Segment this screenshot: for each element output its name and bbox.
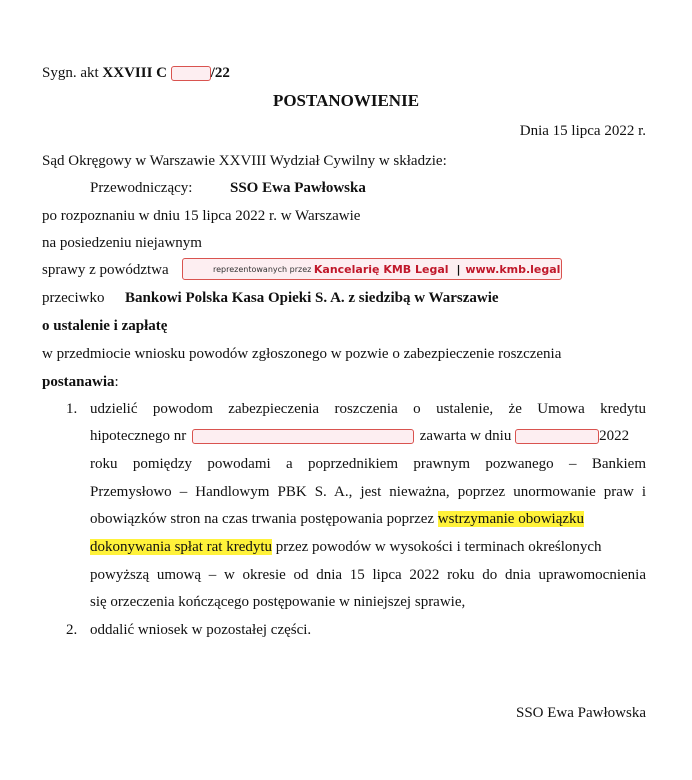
session-line: na posiedzeniu niejawnym [42, 235, 202, 251]
redacted-contract-date [515, 429, 599, 444]
case-prefix: Sygn. akt [42, 65, 103, 81]
case-signature [42, 63, 230, 83]
against-label: przeciwko [42, 290, 105, 306]
highlighted-text-2: dokonywania spłat rat kredytu [90, 539, 273, 555]
law-firm-banner [182, 258, 562, 280]
banner-firm-name: Kancelarię KMB Legal [313, 263, 449, 276]
chair-label: Przewodniczący: [90, 180, 193, 196]
item-1-line-6 [90, 537, 602, 557]
decides-line [42, 372, 119, 392]
defendant-name: Bankowi Polska Kasa Opieki S. A. z siedzibą w Warszawie [125, 290, 499, 306]
document-title: POSTANOWIENIE [272, 91, 420, 110]
chair-name: SSO Ewa Pawłowska [230, 180, 366, 196]
hearing-line: po rozpoznaniu w dniu 15 lipca 2022 r. w Warszawie [42, 208, 361, 224]
item-1-line-2-c: 2022 [599, 428, 630, 444]
document-date: Dnia 15 lipca 2022 r. [519, 123, 646, 139]
item-1-line-5 [90, 509, 584, 529]
banner-small-text: reprezentowanych przez [213, 265, 314, 274]
highlighted-text-1: wstrzymanie obowiązku [437, 511, 585, 527]
item-1-line-2 [90, 426, 629, 446]
redacted-contract-number [192, 429, 414, 444]
decides-colon: : [114, 374, 119, 390]
redacted-case-number [171, 66, 211, 81]
item-2-number: 2. [66, 622, 78, 638]
case-suffix: /22 [210, 65, 230, 81]
court-line: Sąd Okręgowy w Warszawie XXVIII Wydział Cywilny w składzie: [42, 153, 447, 169]
claim-prefix: sprawy z powództwa [42, 262, 169, 278]
banner-url: www.kmb.legal [465, 263, 561, 276]
motion-line: w przedmiocie wniosku powodów zgłoszonego w pozwie o zabezpieczenie roszczenia [42, 346, 562, 362]
decides-word: postanawia [42, 374, 115, 390]
item-1-line-2-b: zawarta w dniu [419, 428, 512, 444]
item-1-line-1: udzielić powodom zabezpieczenia roszczenia o ustalenie, że Umowa kredytu [90, 401, 646, 417]
item-1-line-3: roku pomiędzy powodami a poprzednikiem prawnym pozwanego – Bankiem [90, 456, 646, 472]
banner-separator: | [456, 263, 461, 276]
item-1-line-4: Przemysłowo – Handlowym PBK S. A., jest nieważna, poprzez unormowanie praw i [90, 484, 646, 500]
case-number: XXVIII C [102, 65, 168, 81]
case-subject: o ustalenie i zapłatę [42, 318, 168, 334]
item-1-line-7: powyższą umową – w okresie od dnia 15 lipca 2022 roku do dnia uprawomocnienia [90, 567, 646, 583]
item-1-line-8: się orzeczenia kończącego postępowanie w niniejszej sprawie, [90, 594, 466, 610]
item-2-text: oddalić wniosek w pozostałej części. [90, 622, 312, 638]
item-1-line-5-a: obowiązków stron na czas trwania postępowania poprzez [90, 511, 435, 527]
judge-signature: SSO Ewa Pawłowska [516, 705, 646, 721]
item-1-line-6-b: przez powodów w wysokości i terminach określonych [275, 539, 602, 555]
item-1-line-2-a: hipotecznego nr [90, 428, 187, 444]
item-1-number: 1. [66, 401, 78, 417]
